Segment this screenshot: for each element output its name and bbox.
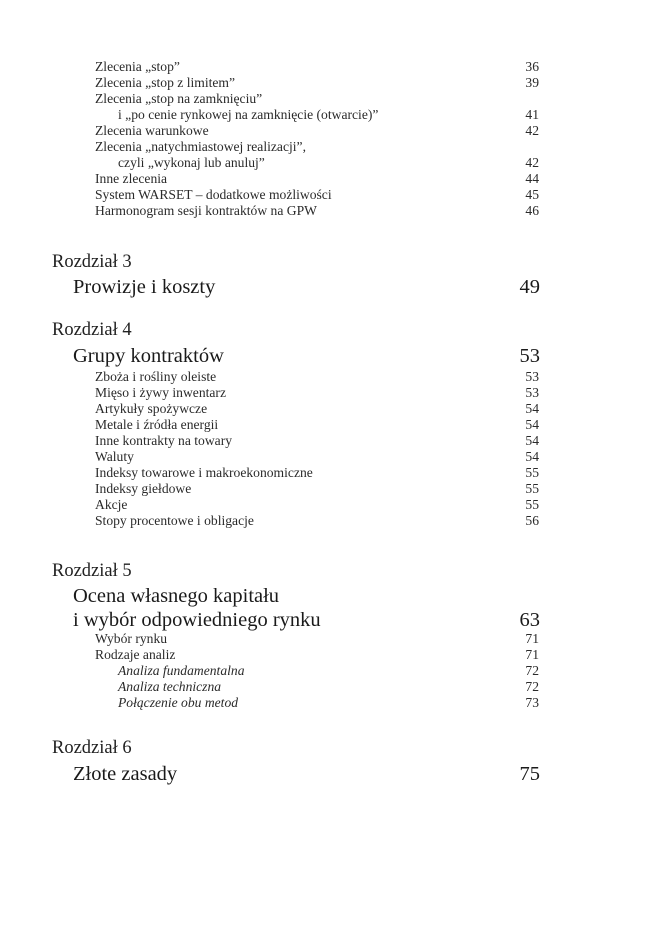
toc-entry-text: Artykuły spożywcze	[95, 401, 208, 416]
page-number: 55	[525, 497, 539, 512]
page-number: 71	[525, 631, 539, 646]
toc-entry-text: Mięso i żywy inwentarz	[95, 385, 226, 400]
page-number: 55	[525, 465, 539, 480]
chapter-heading-text: Rozdział 4	[52, 320, 132, 340]
page-number: 55	[525, 481, 539, 496]
page-number: 42	[525, 123, 539, 138]
toc-subentry-text: czyli „wykonaj lub anuluj”	[118, 155, 265, 170]
chapter-title-text: Złote zasady	[73, 763, 178, 785]
page-number: 41	[525, 107, 539, 122]
toc-entry-text: Zlecenia „stop na zamknięciu”	[95, 91, 263, 106]
page-number: 42	[525, 155, 539, 170]
page-number: 49	[519, 276, 540, 298]
toc-entry-text: Inne kontrakty na towary	[95, 433, 233, 448]
toc-entry-text: Metale i źródła energii	[95, 417, 219, 432]
page-number: 39	[525, 75, 539, 90]
chapter-title-text: Ocena własnego kapitału	[73, 585, 280, 607]
toc-entry-text: Rodzaje analiz	[95, 647, 176, 662]
toc-entry-text: Harmonogram sesji kontraktów na GPW	[95, 203, 317, 218]
chapter-heading-text: Rozdział 6	[52, 738, 132, 758]
toc-entry-text: Inne zlecenia	[95, 171, 168, 186]
toc-entry-text: Indeksy giełdowe	[95, 481, 192, 496]
toc-entry-text: Zlecenia „natychmiastowej realizacji”,	[95, 139, 306, 154]
chapter-title-text: Grupy kontraktów	[73, 345, 224, 367]
page-number: 63	[519, 609, 540, 631]
toc-entry-text: Wybór rynku	[95, 631, 168, 646]
page-number: 54	[525, 401, 539, 416]
toc-entry-text: System WARSET – dodatkowe możliwości	[95, 187, 332, 202]
page-number: 72	[525, 663, 539, 678]
page-number: 53	[525, 369, 539, 384]
toc-subentry-text: i „po cenie rynkowej na zamknięcie (otwarcie)”	[118, 107, 379, 122]
toc-subentry-text: Analiza fundamentalna	[118, 663, 245, 678]
page-number: 53	[525, 385, 539, 400]
page-number: 72	[525, 679, 539, 694]
chapter-heading-text: Rozdział 3	[52, 252, 132, 272]
toc-entry-text: Indeksy towarowe i makroekonomiczne	[95, 465, 313, 480]
page-number: 73	[525, 695, 539, 710]
page-number: 44	[525, 171, 539, 186]
page-number: 53	[519, 345, 540, 367]
page-number: 54	[525, 417, 539, 432]
toc-entry-text: Zlecenia „stop z limitem”	[95, 75, 236, 90]
toc-entry-text: Zlecenia „stop”	[95, 59, 180, 74]
page-number: 54	[525, 433, 539, 448]
page-number: 56	[525, 513, 539, 528]
toc-entry-text: Akcje	[95, 497, 128, 512]
toc-entry-text: Waluty	[95, 449, 134, 464]
page-number: 46	[525, 203, 539, 218]
toc-entry-text: Zlecenia warunkowe	[95, 123, 209, 138]
toc-subentry-text: Połączenie obu metod	[118, 695, 239, 710]
page-number: 45	[525, 187, 539, 202]
chapter-heading-text: Rozdział 5	[52, 561, 132, 581]
chapter-title-text: Prowizje i koszty	[73, 276, 216, 298]
toc-subentry-text: Analiza techniczna	[118, 679, 222, 694]
page-number: 75	[519, 763, 540, 785]
page-number: 54	[525, 449, 539, 464]
page-number: 71	[525, 647, 539, 662]
chapter-title-text: i wybór odpowiedniego rynku	[73, 609, 321, 631]
toc-entry-text: Zboża i rośliny oleiste	[95, 369, 217, 384]
toc-entry-text: Stopy procentowe i obligacje	[95, 513, 254, 528]
page-number: 36	[525, 59, 539, 74]
